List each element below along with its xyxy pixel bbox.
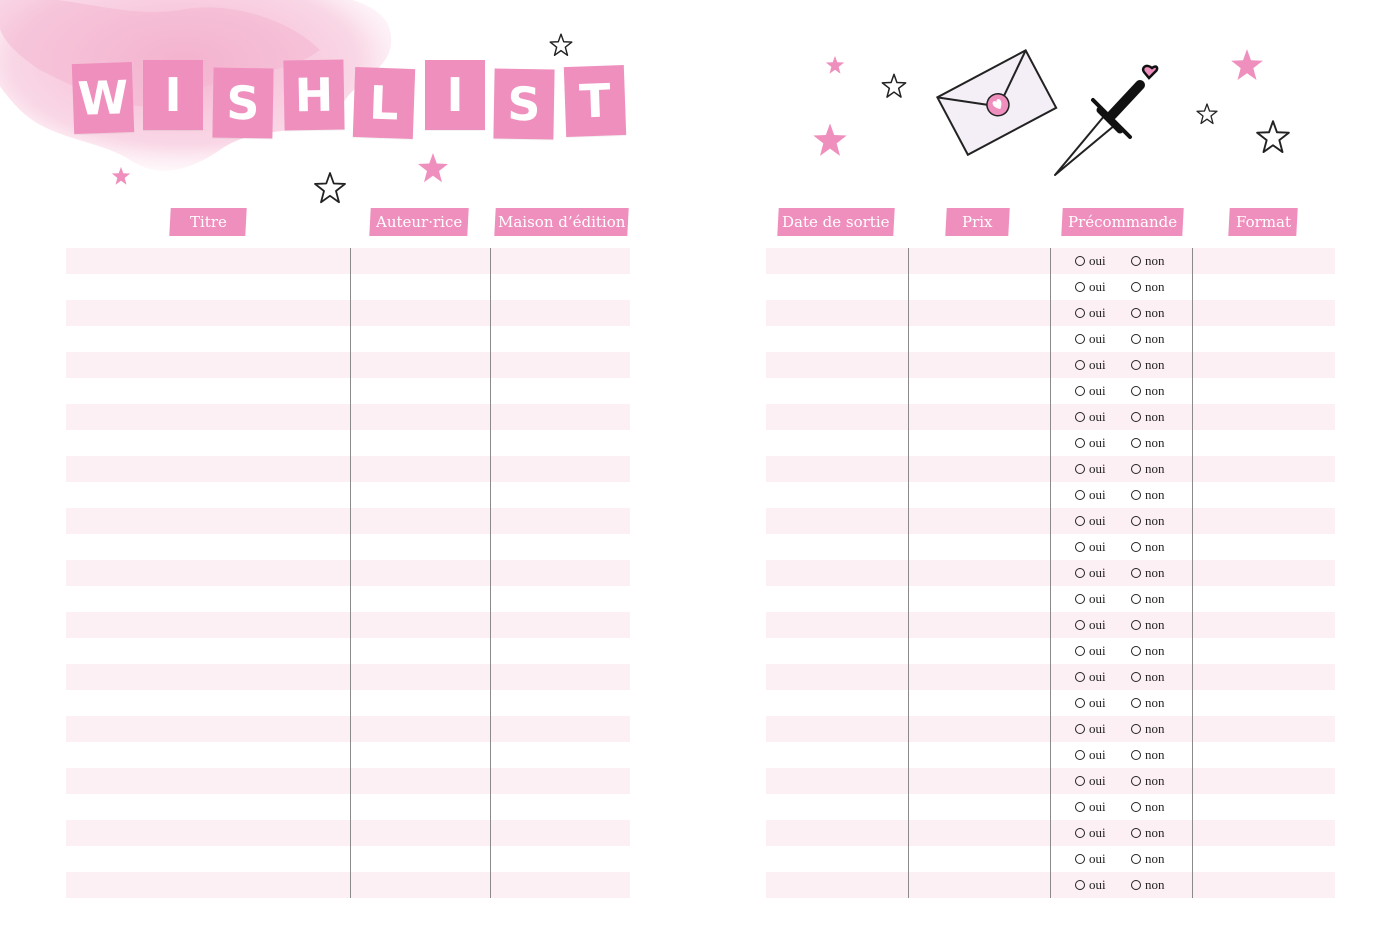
radio-label: non: [1145, 669, 1165, 684]
precommande-row: [1075, 300, 1187, 326]
precommande-option-no[interactable]: [1131, 747, 1187, 763]
header-precommande: Précommande: [1061, 208, 1183, 236]
precommande-option-yes[interactable]: [1075, 591, 1131, 607]
precommande-row: [1075, 352, 1187, 378]
precommande-row: [1075, 274, 1187, 300]
precommande-row: [1075, 586, 1187, 612]
precommande-row: [1075, 430, 1187, 456]
radio-icon[interactable]: [1131, 438, 1141, 448]
precommande-option-yes[interactable]: [1075, 487, 1131, 503]
precommande-option-no[interactable]: [1131, 617, 1187, 633]
header-date-sortie: Date de sortie: [777, 208, 894, 236]
precommande-row: [1075, 560, 1187, 586]
header-prix: Prix: [945, 208, 1009, 236]
dagger-icon: [1045, 60, 1170, 185]
radio-label: non: [1145, 513, 1165, 528]
radio-label: non: [1145, 357, 1165, 372]
precommande-row: [1075, 248, 1187, 274]
radio-label: oui: [1089, 331, 1106, 346]
precommande-option-no[interactable]: [1131, 799, 1187, 815]
star-filled-icon: [824, 54, 846, 76]
title-letter: S: [493, 68, 554, 139]
precommande-option-yes[interactable]: [1075, 513, 1131, 529]
table-row-stripe: [66, 664, 630, 690]
precommande-option-yes[interactable]: [1075, 643, 1131, 659]
radio-icon[interactable]: [1075, 360, 1085, 370]
radio-icon[interactable]: [1075, 828, 1085, 838]
radio-icon[interactable]: [1131, 672, 1141, 682]
title-letter: S: [212, 67, 273, 138]
star-outline-icon: [548, 32, 574, 58]
header-titre: Titre: [169, 208, 246, 236]
precommande-option-yes[interactable]: [1075, 305, 1131, 321]
precommande-option-no[interactable]: [1131, 851, 1187, 867]
column-divider: [490, 248, 491, 898]
precommande-option-yes[interactable]: [1075, 747, 1131, 763]
table-row-stripe: [66, 456, 630, 482]
radio-icon[interactable]: [1075, 386, 1085, 396]
radio-icon[interactable]: [1131, 282, 1141, 292]
radio-icon[interactable]: [1131, 724, 1141, 734]
radio-icon[interactable]: [1075, 542, 1085, 552]
radio-icon[interactable]: [1075, 412, 1085, 422]
radio-label: non: [1145, 487, 1165, 502]
radio-label: oui: [1089, 669, 1106, 684]
precommande-option-no[interactable]: [1131, 357, 1187, 373]
radio-label: non: [1145, 773, 1165, 788]
radio-label: oui: [1089, 253, 1106, 268]
precommande-option-yes[interactable]: [1075, 825, 1131, 841]
precommande-row: [1075, 716, 1187, 742]
precommande-row: [1075, 872, 1187, 898]
star-outline-icon: [1254, 118, 1292, 156]
precommande-row: [1075, 664, 1187, 690]
radio-label: oui: [1089, 539, 1106, 554]
radio-label: non: [1145, 747, 1165, 762]
header-format: Format: [1228, 208, 1297, 236]
radio-icon[interactable]: [1131, 854, 1141, 864]
title-letter: I: [425, 60, 485, 130]
precommande-option-yes[interactable]: [1075, 851, 1131, 867]
radio-label: oui: [1089, 877, 1106, 892]
radio-label: oui: [1089, 591, 1106, 606]
title-letter: H: [283, 59, 344, 130]
precommande-option-yes[interactable]: [1075, 279, 1131, 295]
radio-icon[interactable]: [1075, 750, 1085, 760]
radio-icon[interactable]: [1131, 646, 1141, 656]
precommande-option-no[interactable]: [1131, 279, 1187, 295]
radio-label: non: [1145, 643, 1165, 658]
radio-label: non: [1145, 331, 1165, 346]
radio-icon[interactable]: [1131, 334, 1141, 344]
precommande-option-no[interactable]: [1131, 305, 1187, 321]
precommande-option-yes[interactable]: [1075, 565, 1131, 581]
precommande-row: [1075, 404, 1187, 430]
star-outline-icon: [312, 170, 348, 206]
radio-icon[interactable]: [1075, 672, 1085, 682]
precommande-option-yes[interactable]: [1075, 877, 1131, 893]
title-letter: T: [564, 65, 626, 137]
radio-icon[interactable]: [1131, 750, 1141, 760]
precommande-option-yes[interactable]: [1075, 253, 1131, 269]
radio-label: oui: [1089, 747, 1106, 762]
radio-icon[interactable]: [1131, 828, 1141, 838]
precommande-option-no[interactable]: [1131, 643, 1187, 659]
radio-label: non: [1145, 591, 1165, 606]
title-letter: L: [353, 67, 415, 139]
radio-icon[interactable]: [1075, 282, 1085, 292]
precommande-option-yes[interactable]: [1075, 617, 1131, 633]
precommande-option-no[interactable]: [1131, 461, 1187, 477]
star-filled-icon: [810, 120, 850, 160]
precommande-row: [1075, 508, 1187, 534]
radio-label: non: [1145, 565, 1165, 580]
precommande-option-no[interactable]: [1131, 591, 1187, 607]
radio-icon[interactable]: [1075, 308, 1085, 318]
precommande-option-no[interactable]: [1131, 695, 1187, 711]
radio-icon[interactable]: [1131, 698, 1141, 708]
radio-icon[interactable]: [1131, 620, 1141, 630]
precommande-option-yes[interactable]: [1075, 669, 1131, 685]
precommande-option-yes[interactable]: [1075, 695, 1131, 711]
radio-label: non: [1145, 461, 1165, 476]
radio-label: oui: [1089, 357, 1106, 372]
header-maison-edition: Maison d’édition: [494, 208, 628, 236]
radio-label: oui: [1089, 279, 1106, 294]
radio-icon[interactable]: [1075, 568, 1085, 578]
radio-label: non: [1145, 383, 1165, 398]
table-row-stripe: [66, 612, 630, 638]
radio-label: oui: [1089, 461, 1106, 476]
radio-icon[interactable]: [1131, 360, 1141, 370]
table-row-stripe: [66, 248, 630, 274]
radio-icon[interactable]: [1131, 776, 1141, 786]
radio-icon[interactable]: [1075, 724, 1085, 734]
radio-icon[interactable]: [1131, 464, 1141, 474]
radio-label: non: [1145, 409, 1165, 424]
radio-label: oui: [1089, 721, 1106, 736]
title-letter: W: [72, 62, 134, 134]
precommande-option-no[interactable]: [1131, 383, 1187, 399]
precommande-option-yes[interactable]: [1075, 799, 1131, 815]
precommande-row: [1075, 378, 1187, 404]
precommande-option-yes[interactable]: [1075, 539, 1131, 555]
radio-icon[interactable]: [1131, 256, 1141, 266]
precommande-option-no[interactable]: [1131, 331, 1187, 347]
table-row-stripe: [66, 716, 630, 742]
star-outline-icon: [1195, 102, 1219, 126]
precommande-option-no[interactable]: [1131, 487, 1187, 503]
radio-label: non: [1145, 851, 1165, 866]
radio-label: non: [1145, 435, 1165, 450]
radio-icon[interactable]: [1131, 490, 1141, 500]
radio-label: oui: [1089, 513, 1106, 528]
radio-label: oui: [1089, 799, 1106, 814]
radio-label: oui: [1089, 851, 1106, 866]
precommande-option-yes[interactable]: [1075, 331, 1131, 347]
radio-icon[interactable]: [1075, 516, 1085, 526]
radio-icon[interactable]: [1131, 880, 1141, 890]
table-row-stripe: [66, 508, 630, 534]
precommande-option-no[interactable]: [1131, 253, 1187, 269]
star-outline-icon: [880, 72, 908, 100]
radio-label: oui: [1089, 409, 1106, 424]
table-row-stripe: [66, 768, 630, 794]
radio-label: non: [1145, 617, 1165, 632]
title-letter: I: [143, 60, 203, 130]
precommande-row: [1075, 742, 1187, 768]
radio-label: non: [1145, 877, 1165, 892]
precommande-row: [1075, 534, 1187, 560]
radio-label: non: [1145, 539, 1165, 554]
radio-label: non: [1145, 799, 1165, 814]
precommande-row: [1075, 690, 1187, 716]
star-filled-icon: [110, 165, 132, 187]
radio-label: non: [1145, 695, 1165, 710]
radio-label: non: [1145, 253, 1165, 268]
star-filled-icon: [1228, 46, 1266, 84]
table-row-stripe: [66, 404, 630, 430]
table-row-stripe: [66, 872, 630, 898]
precommande-row: [1075, 482, 1187, 508]
radio-label: non: [1145, 305, 1165, 320]
radio-label: oui: [1089, 435, 1106, 450]
radio-label: oui: [1089, 617, 1106, 632]
radio-icon[interactable]: [1075, 490, 1085, 500]
radio-icon[interactable]: [1131, 412, 1141, 422]
precommande-row: [1075, 612, 1187, 638]
radio-label: oui: [1089, 825, 1106, 840]
radio-label: non: [1145, 279, 1165, 294]
precommande-option-no[interactable]: [1131, 773, 1187, 789]
radio-icon[interactable]: [1131, 594, 1141, 604]
precommande-option-no[interactable]: [1131, 721, 1187, 737]
radio-icon[interactable]: [1075, 334, 1085, 344]
radio-label: non: [1145, 825, 1165, 840]
radio-icon[interactable]: [1131, 308, 1141, 318]
radio-icon[interactable]: [1131, 802, 1141, 812]
precommande-row: [1075, 456, 1187, 482]
table-row-stripe: [66, 300, 630, 326]
table-row-stripe: [66, 560, 630, 586]
precommande-option-yes[interactable]: [1075, 435, 1131, 451]
precommande-option-yes[interactable]: [1075, 773, 1131, 789]
precommande-row: [1075, 768, 1187, 794]
precommande-option-no[interactable]: [1131, 435, 1187, 451]
precommande-option-no[interactable]: [1131, 539, 1187, 555]
radio-icon[interactable]: [1075, 438, 1085, 448]
column-divider: [908, 248, 909, 898]
radio-label: oui: [1089, 565, 1106, 580]
radio-label: non: [1145, 721, 1165, 736]
precommande-row: [1075, 820, 1187, 846]
radio-icon[interactable]: [1075, 802, 1085, 812]
radio-icon[interactable]: [1131, 516, 1141, 526]
radio-label: oui: [1089, 383, 1106, 398]
precommande-option-no[interactable]: [1131, 513, 1187, 529]
radio-icon[interactable]: [1075, 854, 1085, 864]
precommande-option-yes[interactable]: [1075, 383, 1131, 399]
radio-icon[interactable]: [1075, 698, 1085, 708]
radio-icon[interactable]: [1075, 646, 1085, 656]
precommande-option-no[interactable]: [1131, 825, 1187, 841]
radio-label: oui: [1089, 643, 1106, 658]
column-divider: [350, 248, 351, 898]
precommande-option-yes[interactable]: [1075, 409, 1131, 425]
radio-icon[interactable]: [1075, 880, 1085, 890]
radio-label: oui: [1089, 305, 1106, 320]
precommande-option-yes[interactable]: [1075, 461, 1131, 477]
precommande-row: [1075, 846, 1187, 872]
radio-icon[interactable]: [1131, 386, 1141, 396]
table-row-stripe: [66, 352, 630, 378]
precommande-option-yes[interactable]: [1075, 721, 1131, 737]
radio-icon[interactable]: [1131, 542, 1141, 552]
precommande-option-no[interactable]: [1131, 565, 1187, 581]
radio-label: oui: [1089, 695, 1106, 710]
precommande-row: [1075, 326, 1187, 352]
radio-icon[interactable]: [1075, 464, 1085, 474]
column-divider: [1050, 248, 1051, 898]
precommande-option-yes[interactable]: [1075, 357, 1131, 373]
radio-label: oui: [1089, 773, 1106, 788]
precommande-row: [1075, 638, 1187, 664]
star-filled-icon: [415, 150, 451, 186]
table-row-stripe: [66, 820, 630, 846]
radio-icon[interactable]: [1075, 776, 1085, 786]
radio-icon[interactable]: [1075, 256, 1085, 266]
radio-icon[interactable]: [1075, 620, 1085, 630]
radio-icon[interactable]: [1075, 594, 1085, 604]
precommande-row: [1075, 794, 1187, 820]
envelope-icon: [935, 45, 1060, 160]
precommande-option-no[interactable]: [1131, 669, 1187, 685]
precommande-option-no[interactable]: [1131, 409, 1187, 425]
radio-icon[interactable]: [1131, 568, 1141, 578]
radio-label: oui: [1089, 487, 1106, 502]
header-auteur: Auteur·rice: [369, 208, 468, 236]
column-divider: [1192, 248, 1193, 898]
precommande-option-no[interactable]: [1131, 877, 1187, 893]
